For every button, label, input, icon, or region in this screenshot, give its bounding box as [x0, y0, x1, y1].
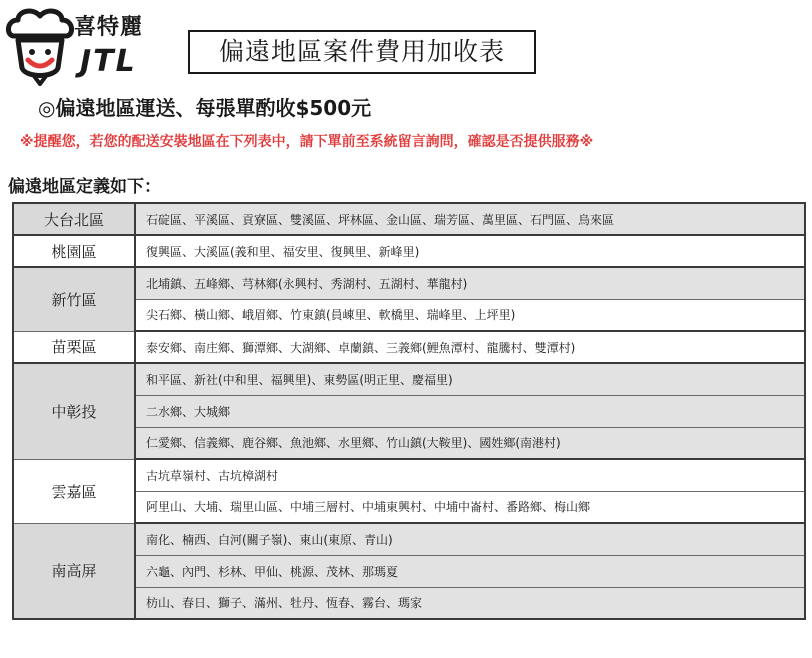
remote-areas-table [12, 202, 806, 620]
area-list: 阿里山、大埔、瑞里山區、中埔三層村、中埔東興村、中埔中崙村、番路鄉、梅山鄉 [135, 491, 805, 523]
area-list: 仁愛鄉、信義鄉、鹿谷鄉、魚池鄉、水里鄉、竹山鎮(大鞍里)、國姓鄉(南港村) [135, 427, 805, 459]
region-name: 新竹區 [13, 267, 135, 331]
table-row [13, 203, 805, 235]
area-list: 南化、楠西、白河(關子嶺)、東山(東原、青山) [135, 523, 805, 555]
area-list: 石碇區、平溪區、貢寮區、雙溪區、坪林區、金山區、瑞芳區、萬里區、石門區、烏來區 [135, 203, 805, 235]
region-name: 中彰投 [13, 363, 135, 459]
area-list: 古坑草嶺村、古坑樟湖村 [135, 459, 805, 491]
table-row [13, 235, 805, 267]
area-list: 二水鄉、大城鄉 [135, 395, 805, 427]
chef-mascot-icon [4, 6, 76, 86]
region-name: 苗栗區 [13, 331, 135, 363]
brand-name-cn: 喜特麗 [74, 15, 144, 40]
page-title: 偏遠地區案件費用加收表 [188, 30, 536, 74]
table-row [13, 363, 805, 395]
service-notice: ※提醒您，若您的配送安裝地區在下列表中，請下單前至系統留言詢問，確認是否提供服務※ [20, 134, 594, 150]
table-row [13, 267, 805, 299]
area-list: 復興區、大溪區(義和里、福安里、復興里、新峰里) [135, 235, 805, 267]
area-list: 北埔鎮、五峰鄉、芎林鄉(永興村、秀湖村、五湖村、華龍村) [135, 267, 805, 299]
region-name: 南高屏 [13, 523, 135, 619]
fee-subtitle: ◎偏遠地區運送、每張單酌收$500元 [38, 96, 372, 120]
area-list: 枋山、春日、獅子、滿州、牡丹、恆春、霧台、瑪家 [135, 587, 805, 619]
region-name: 大台北區 [13, 203, 135, 235]
table-row [13, 459, 805, 491]
definition-heading: 偏遠地區定義如下： [8, 177, 161, 197]
area-list: 尖石鄉、橫山鄉、峨眉鄉、竹東鎮(員崠里、軟橋里、瑞峰里、上坪里) [135, 299, 805, 331]
table-row [13, 523, 805, 555]
brand-name-jtl: JTL [80, 44, 137, 79]
region-name: 雲嘉區 [13, 459, 135, 523]
brand-logo [4, 6, 176, 86]
area-list: 六龜、內門、杉林、甲仙、桃源、茂林、那瑪夏 [135, 555, 805, 587]
area-list: 泰安鄉、南庄鄉、獅潭鄉、大湖鄉、卓蘭鎮、三義鄉(鯉魚潭村、龍騰村、雙潭村) [135, 331, 805, 363]
area-list: 和平區、新社(中和里、福興里)、東勢區(明正里、慶福里) [135, 363, 805, 395]
region-name: 桃園區 [13, 235, 135, 267]
table-row [13, 331, 805, 363]
